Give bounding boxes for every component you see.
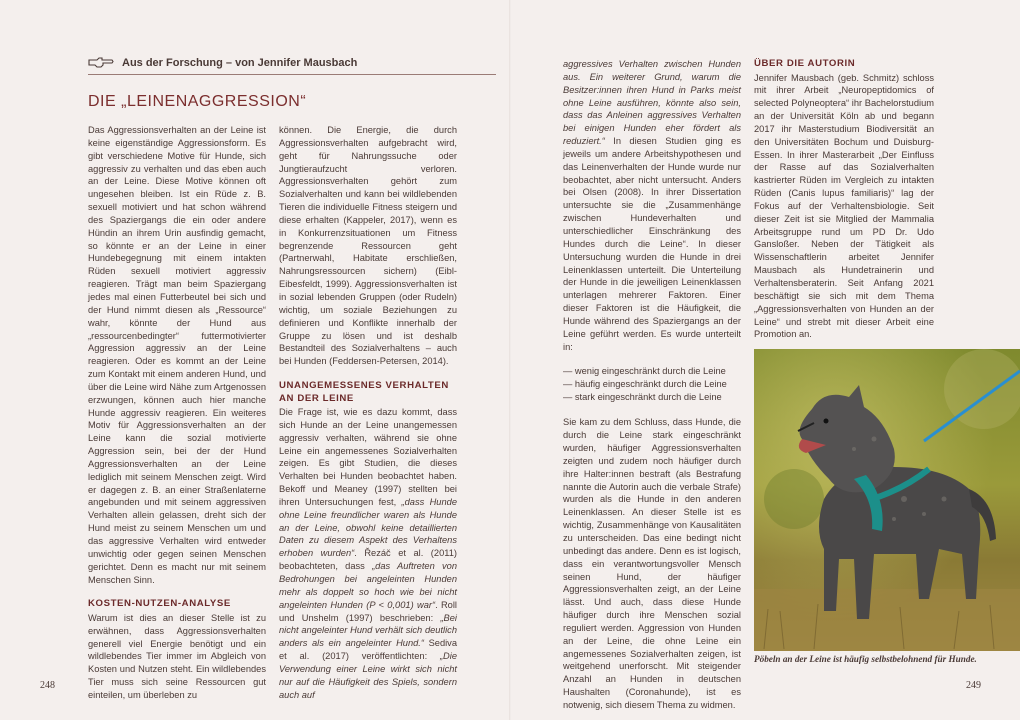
list-item: — stark eingeschränkt durch die Leine	[563, 391, 741, 404]
paragraph: Das Aggressionsverhalten an der Leine ist keine eigenständige Aggressionsform. Es gibt verschiedene Motive für Hunde, sich aggressiv zu verhalten und das eben auch an der Leine. Diese Motive können oft ungesehen bleiben. Ist ein Rüde z. B. sexuell motiviert und hat schon während des Spaziergangs die ein oder andere Hündin an ihrem Urin ausfindig gemacht, so könnte er an der Leine in einer Hundebegegnung mit einem intakten Rüden sexuell motiviert aggressiv reagieren. Trägt man beim Spaziergang jedes mal einen Futterbeutel bei sich und der Hund nimmt diesen als „Ressource“ wahr, könnte der Hund aus „ressourcenbedingter“ futtermotivierter Aggression aggressiv an der Leine reagieren. Oder es kommt an der Leine zum Kontakt mit einem anderen Hund, und über die Leine wird Nähe zum Artgenossen erzwungen, können auch hier manche Hunde aggressiv reagieren. Ein weiteres Motiv für Aggressionsverhalten an der Leine kann die sozial motivierte Aggression sein, bei der der Hund Aggressionsverhalten an der Leine lediglich mit seinem Menschen zeigt. Wird er dagegen z. B. an einer Straßenlaterne angebunden und mit seinem aggressiven Verhalten allein gelassen, dreht sich der Hund meist zu seinem Menschen um und das aggressive Verhalten wird entweder unwichtig oder gegen seinen Menschen gerichtet. Denn es macht nur mit seinem Menschen Sinn.	[88, 125, 266, 585]
right-column-2	[754, 58, 934, 341]
rubric-text: Aus der Forschung – von Jennifer Mausbach	[122, 57, 358, 69]
list-item: — wenig eingeschränkt durch die Leine	[563, 365, 741, 378]
list-item: — häufig eingeschränkt durch die Leine	[563, 378, 741, 391]
page-number-left: 248	[40, 680, 55, 691]
leash-class-list	[563, 365, 741, 404]
paragraph: können. Die Energie, die durch Aggressionsverhalten aufgebracht wird, geht für Nahrungssuche oder Jungtieraufzucht verloren. Aggressionsverhalten gehört zum Sozialverhalten und kann bei wildlebenden Tieren die individuelle Fitness steigern und diese erhalten (Kappeler, 2017), wenn es in Konkurrenzsituationen um Fitness begrenzende Ressourcen geht (Partnerwahl, Habitate erschließen, Nahrungsressourcen sichern) (Eibl-Eibesfeldt, 1999). Aggressionsverhalten ist in sozial lebenden Gruppen (oder Rudeln) wichtig, um soziale Beziehungen zu definieren und Konflikte innerhalb der Gruppe zu lösen und ist deshalb Bestandteil des Sozialverhaltens – auch bei Hunden (Feddersen-Petersen, 2014).	[279, 125, 457, 367]
article-title: DIE „LEINENAGGRESSION“	[88, 93, 307, 110]
left-column-1	[88, 124, 266, 702]
section-heading: KOSTEN-NUTZEN-ANALYSE	[88, 598, 231, 610]
dog-photo	[754, 349, 1020, 651]
paragraph: Sie kam zu dem Schluss, dass Hunde, die durch die Leine stark eingeschränkt wurden, häufiger Aggressionsverhalten zeigten und zudem noch häufiger durch ihre Halter:innen bestraft (als Bestrafung nannte die Autorin auch die verbale Strafe) wurden als die Hunde in den anderen Leinenklassen. An dieser Stelle ist es wichtig, Zusammenhänge von Kausalitäten zu unterscheiden. Das eine bedingt nicht unbedingt das andere. Denn es ist logisch, dass ein verantwortungsvoller Mensch seinen Hund, der häufiger Aggressionsverhalten zeigt, an der Leine lässt. Und auch, dass diese Hunde häufiger durch ihre Menschen sozial reguliert werden. Aggression von Hunden an der Leine, die ohne Leine ein angemessenes Sozialverhalten zeigen, ist weitgehend unerforscht. Mit steigender Anzahl an Hunden in deutschen Haushalten (Coronahunde), ist es notwenig, sich diesem Thema zu widmen.	[563, 417, 741, 710]
page-number-right: 249	[966, 680, 981, 691]
left-column-2	[279, 124, 457, 701]
rubric-divider	[88, 74, 496, 75]
paragraph: Die Frage ist, wie es dazu kommt, dass sich Hunde an der Leine unangemessen aggressiv verhalten, während sie ohne Leine ein angemessenes Sozialverhalten zeigen. Es gibt Studien, die dieses Verhalten bei Hunden beobachtet haben. Bekoff und Meaney (1997) stellten bei ihren Untersuchungen fest, „dass Hunde ohne Leine freundlicher waren als Hunde an der Leine, obwohl keine detaillierten Daten zu diesem Aspekt des Verhaltens erhoben wurden“. Řezáč et al. (2011) beobachteten, dass „das Auftreten von Bedrohungen bei angeleinten Hunden mehr als doppelt so hoch wie bei nicht angeleinten Hunden (P < 0,001) war“. Roll und Unshelm (1997) beschrieben: „Bei nicht angeleinter Hund verhält sich deutlich anders als ein angeleinter Hund.“ Sediva et al. (2017) veröffentlichten: „Die Verwendung einer Leine wirkt sich nicht nur auf die Häufigkeit des Spiels, sondern auch auf	[279, 407, 457, 700]
paragraph: aggressives Verhalten zwischen Hunden aus. Ein weiterer Grund, warum die Besitzer:innen ihren Hund in Parks meist ohne Leine ausführen, könnte also sein, dass das Anleinen aggressives Verhalten bei einigen Hunden eher fördert als reduziert.“ In diesen Studien ging es jeweils um andere Arbeitshypothesen und das Leinenverhalten der Hunde wurde nur beobachtet, aber nicht untersucht. Anders bei Olsen (2008). In ihrer Dissertation untersuchte sie die „Zusammenhänge zwischen Hundeverhalten und unterschiedlicher Einschränkung des Hundes durch die Leine“. In dieser Untersuchung wurden die Hunde in drei Leinenklassen unterteilt. Die Unterteilung der Hunde in die jeweiligen Leinenklassen unterlagen mehrerer Faktoren. Einer dieser Faktoren ist die Häufigkeit, die Hunde während des Spaziergangs an der Leine geführt werden. Es wurde unterteilt in:	[563, 59, 741, 352]
author-bio: Jennifer Mausbach (geb. Schmitz) schloss mit ihrer Arbeit „Neuropeptidomics of selected Polyneoptera“ ihr Bachelorstudium an der Universität Köln ab und begann 2017 ihr Masterstudium Biodiversität an den Universitäten Bochum und Duisburg-Essen. In ihrer Masterarbeit „Der Einfluss der Rasse auf das Sozialverhalten kastrierter Rüden im Vergleich zu intakten Rüden (Canis lupus familiaris)“ lag der Fokus auf der Verhaltensbiologie. Seit dieser Zeit ist sie Mitglied der Mammalia Arbeitsgruppe rund um PD Dr. Udo Gansloßer. Neben der Tätigkeit als Wissenschaftlerin arbeitet Jennifer Mausbach als Hundetrainerin und Verhaltensberaterin. Seit Anfang 2021 beschäftigt sie sich mit dem Thema „Aggressionsverhalten von Hunden an der Leine“ und strebt mit dieser Arbeit eine Promotion an.	[754, 72, 934, 340]
book-gutter	[509, 0, 511, 720]
paragraph: Warum ist dies an dieser Stelle ist zu erwähnen, dass Aggressionsverhalten generell viel Energie benötigt und ein wildlebendes Tier immer im Abgleich von Kosten und Nutzen steht. Ein wildlebendes Tier muss sich seine Ressourcen gut einteilen, um überleben zu	[88, 612, 266, 700]
section-rubric	[88, 57, 357, 69]
pointing-hand-icon	[88, 57, 114, 69]
photo-caption: Pöbeln an der Leine ist häufig selbstbelohnend für Hunde.	[754, 654, 977, 664]
section-heading: UNANGEMESSENES VERHALTEN AN DER LEINE	[279, 380, 449, 404]
author-heading: ÜBER DIE AUTORIN	[754, 58, 856, 69]
right-column-1	[563, 58, 741, 712]
